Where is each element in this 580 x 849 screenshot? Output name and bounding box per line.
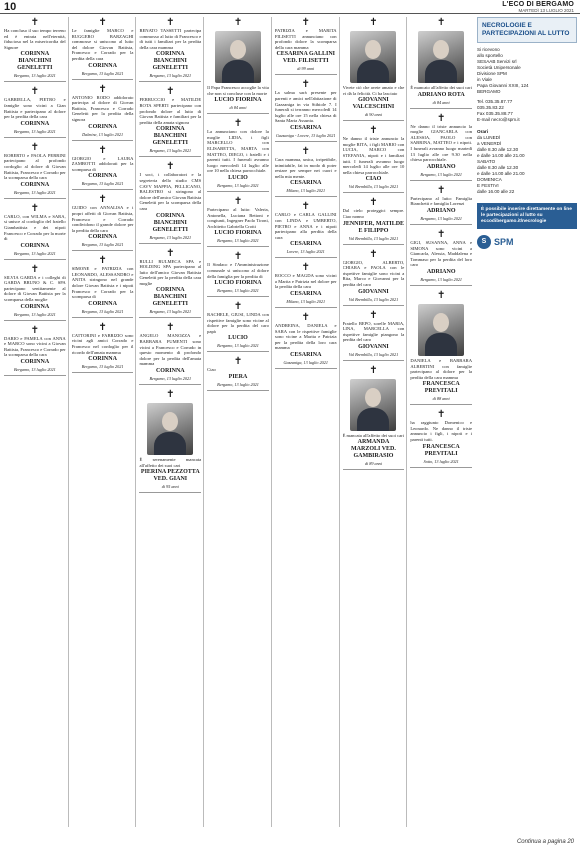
info-line: e dalle 14.00 alle 21.00: [477, 171, 525, 176]
notice-signature: Bergamo, 13 luglio 2021: [14, 128, 56, 134]
deceased-name: CESARINA: [290, 241, 322, 248]
cross-icon: ✝: [436, 289, 446, 301]
online-notice[interactable]: È possibile inserire direttamente on line le partecipazioni al lutto su eccodibergamo.it/necrologie: [477, 203, 577, 229]
deceased-name: CORINNA: [20, 303, 50, 310]
obituary-notice: [72, 322, 134, 373]
column-5: [275, 17, 340, 827]
spm-logo-text: SPM: [494, 237, 514, 247]
deceased-name: CORINNA: [88, 234, 117, 241]
notice-signature: Bergamo, 13 luglio 2021: [149, 376, 192, 382]
notice-text: Dal cielo proteggici sempre. Ciao nonno: [342, 208, 405, 219]
cross-icon: ✝: [233, 17, 243, 28]
notice-signature: Gazzaniga, 13 luglio 2021: [283, 360, 328, 366]
notice-text: ANTONIO RODO addolorato partecipa al dolore di Giovan Battista, Francesco e Corrado Geneletti per la perdita della signora: [71, 94, 134, 122]
cross-icon: ✝: [98, 321, 107, 333]
cross-icon: ✝: [436, 228, 446, 240]
obituary-notice: [275, 79, 337, 142]
cross-icon: ✝: [233, 251, 243, 263]
obituary-notice: [4, 325, 66, 376]
newspaper-name: L'ECO DI BERGAMO: [502, 1, 574, 8]
notice-signature: Bergamo, 13 luglio 2021: [81, 70, 124, 76]
notice-signature: Bergamo, 13 luglio 2021: [217, 382, 259, 388]
deceased-name: CORINNA BIANCHINI GENELETTI: [17, 51, 53, 72]
deceased-name: LUCIO FIORINA: [214, 97, 262, 104]
cross-icon: ✝: [98, 144, 107, 156]
notice-text: È mancata all'affetto dei suoi cari: [342, 432, 404, 438]
notice-text: GIORGIO, ALBERTO, CHIARA e PAOLA con le rispettive famiglie sono vicini a Rita, Marco e Giovanni per la perdita del caro: [342, 259, 405, 287]
notice-text: CATTORINI e FABRIZIO sono vicini agli amici Corrado e Francesco nel cordoglio per il ricordo dell'amata mamma: [71, 332, 134, 355]
deceased-name: CORINNA BIANCHINI GENELETTI: [152, 126, 188, 147]
page-header: [0, 0, 580, 14]
obituary-notice: [4, 264, 66, 321]
cross-icon: ✝: [301, 79, 310, 91]
cross-icon: ✝: [166, 389, 175, 401]
info-line: in Viale: [477, 77, 492, 82]
obituary-notice: [139, 161, 201, 243]
notice-signature: Bergamo, 13 luglio 2021: [420, 276, 463, 282]
cross-icon: ✝: [301, 145, 310, 157]
obituary-notice: [207, 356, 269, 391]
obituary-notice: [410, 229, 472, 286]
deceased-name: ADRIANO: [426, 163, 456, 170]
deceased-name: CORINNA BIANCHINI GENELETTI: [152, 51, 188, 72]
obituary-notice: [275, 17, 337, 75]
obituary-notice: [410, 17, 472, 109]
obituary-notice: [275, 146, 337, 197]
cross-icon: ✝: [30, 141, 40, 153]
cross-icon: ✝: [301, 312, 310, 324]
cross-icon: ✝: [30, 202, 40, 214]
deceased-name: CORINNA: [20, 181, 50, 188]
notice-text: DARIO e PAMELA con ANNA e MARCO sono vicini a Giovan Battista, Francesco e Corrado per la scomparsa della cara: [4, 335, 66, 358]
info-line: DOMENICA: [477, 177, 502, 182]
notice-signature: Bergamo, 13 luglio 2021: [420, 171, 463, 177]
column-6: [343, 17, 408, 827]
column-3: [139, 17, 204, 827]
cross-icon: ✝: [369, 309, 378, 321]
cross-icon: ✝: [301, 17, 310, 28]
deceased-name: CESARINA: [290, 180, 322, 187]
notice-text: ANDREINA, DANIELA e SARA con le rispettive famiglie sono vicine a Marita e Patrizia per la perdita della loro cara mamma: [274, 323, 337, 351]
obituary-notice: [4, 86, 66, 137]
deceased-name: CORINNA: [88, 300, 117, 307]
cross-icon: ✝: [233, 301, 243, 313]
portrait-photo: [350, 31, 396, 83]
obituary-notice: [72, 194, 134, 251]
notice-text: ha raggiunto Domenico e Leonardo. Ne danno il triste annuncio i figli, i nipoti e i parenti tutti.: [410, 420, 473, 443]
deceased-name: JENNIFER, MATILDE E FILIPPO: [342, 220, 405, 234]
notice-signature: Milano, 13 luglio 2021: [286, 299, 326, 305]
obituary-notice: [207, 251, 269, 297]
cross-icon: ✝: [369, 125, 378, 137]
notice-signature: Bergamo, 13 luglio 2021: [81, 242, 124, 248]
obituary-notice: [343, 125, 405, 193]
deceased-name: LUCIO FIORINA: [214, 280, 262, 287]
notice-signature: Val Brembilla, 13 luglio 2021: [348, 351, 399, 357]
cross-icon: ✝: [98, 194, 107, 206]
obituary-notice: [275, 262, 337, 308]
submission-info: [477, 47, 577, 95]
notice-text: È serenamente mancata all'affetto dei suoi cari: [139, 457, 202, 468]
info-line: Società Unipersonale: [477, 65, 521, 70]
obituary-notice: [207, 301, 269, 352]
info-line: E-mail necro@spm.it: [477, 117, 520, 122]
deceased-name: ADRIANO: [426, 268, 456, 275]
column-2: [72, 17, 137, 827]
cross-icon: ✝: [436, 184, 446, 196]
notice-signature: di 84 anni: [229, 105, 247, 111]
notice-text: Le famiglie MARCO e RUGGERO BARZAGHI commosse si uniscono al lutto del dolore Giovan Battista, Francesco e Corrado per la perdita della cara: [71, 28, 134, 61]
obituary-notice: [207, 17, 269, 114]
obituary-notice: [275, 312, 337, 369]
section-box: [477, 17, 577, 43]
notice-text: RACHELE, GIUSI, LINDA con rispettive famiglie sono vicine al dolore per la perdita del caro papà: [207, 312, 269, 334]
deceased-name: LUCIO: [228, 335, 248, 342]
notice-signature: Val Brembilla, 13 luglio 2021: [348, 296, 399, 302]
obituary-notice: [410, 113, 472, 181]
info-line: a VENERDÌ: [477, 141, 502, 146]
deceased-name: ADRIANO: [426, 207, 456, 214]
notice-text: GIGI, SUSANNA, ANNA e SIMONA sono vicini a Giancarla, Alessia, Maddalena e Tommaso per la perdita del loro caro: [410, 239, 473, 268]
notice-signature: Bergamo, 13 luglio 2021: [81, 181, 124, 187]
obituary-notice: [72, 255, 134, 318]
hours-list: [477, 135, 577, 195]
notice-text: RULLI RULMECA SPA e HOLDING SPA partecipano al lutto dell'amico Giovan Battista Geneletti per la perdita della cara moglie: [139, 258, 202, 286]
notice-text: La salma sarà presente per parenti e amici nell'abitazione di Gazzaniga in via Stibiole 7. I funerali si terranno mercoledì 14 luglio alle ore 15 nella chiesa di Santa Maria Assunta.: [274, 90, 337, 124]
deceased-name: GIOVANNI VALCESCHINI: [352, 97, 395, 111]
info-line: Si ricevono: [477, 47, 500, 52]
notice-signature: Bergamo, 13 luglio 2021: [217, 288, 259, 294]
notice-signature: Bergamo, 13 luglio 2021: [217, 238, 259, 244]
cross-icon: ✝: [30, 86, 40, 98]
obituary-notice: [343, 249, 405, 306]
notice-signature: Milano, 13 luglio 2021: [286, 188, 326, 194]
deceased-name: CORINNA BIANCHINI GENELETTI: [152, 212, 188, 233]
notice-signature: Bergamo, 13 luglio 2021: [420, 215, 463, 221]
info-line: allo sportello: [477, 53, 503, 58]
cross-icon: ✝: [166, 161, 175, 173]
cross-icon: ✝: [301, 262, 310, 274]
notice-text: CARLO, con WILMA e SARA, si unisce al cordoglio del fratello Giambattista e dei nipoti Francesco e Corrado per la morte di: [4, 213, 66, 242]
obituary-notice: [139, 322, 201, 385]
contacts: [477, 99, 577, 123]
notice-signature: Bergamo, 13 luglio 2021: [14, 367, 56, 373]
notice-signature: di 89 anni: [364, 461, 382, 467]
notice-signature: di 95 anni: [161, 484, 179, 490]
notice-text: I soci, i collaboratori e la segreteria dello studio CMS CAVV MAPPIA, PELLICANO, BALESTRO si stringono al dolore dell'amico Giovan Battista Geneletti per la scomparsa della cara: [139, 172, 202, 211]
cross-icon: ✝: [166, 322, 175, 334]
notice-signature: Bergamo, 13 luglio 2021: [149, 148, 192, 154]
spm-logo: [477, 235, 577, 249]
notice-text: CARLO e CARLA GALLINI con LINDA e UMBERTO, PIETRO e ANNA e i nipoti partecipano alla perdita della cara: [274, 212, 337, 240]
notice-text: SIMONE e PATRIZIA con LEONARDO, ALESSANDRO e ANITA stringono nel grande dolore Giovan Battista e i nipoti Francesco e Corrado per la scomparsa di: [71, 266, 134, 300]
deceased-name: CORINNA: [88, 356, 117, 363]
obituary-notice: [72, 84, 134, 141]
cross-icon: ✝: [166, 247, 175, 259]
notice-text: Fratello BEPO, sorelle MARIA, LINA, MARCELLA con rispettive famiglie piangono la perdita del caro: [342, 320, 405, 343]
notice-text: ANGELO MANOZZA e BARBARA FUMENTI sono vicini a Francesco e Corrado in questo momento di profondo dolore per la perdita dell'amata mamma: [139, 333, 202, 367]
notice-signature: Sotto, 13 luglio 2021: [423, 458, 459, 464]
deceased-name: CORINNA: [88, 173, 117, 180]
deceased-name: CORINNA: [20, 242, 50, 249]
notice-signature: Gazzaniga - Lovere, 13 luglio 2021: [276, 132, 336, 138]
obituary-notice: [343, 365, 405, 471]
info-line: BERGAMO: [477, 89, 501, 94]
page-number: 10: [4, 1, 17, 13]
notice-text: GUIDO con ANNALISA e i propri affetti di Giovan Battista, Francesco e Corrado condividono il grande dolore per la perdita della cara: [71, 205, 134, 233]
cross-icon: ✝: [436, 112, 446, 124]
notice-text: SILVIA GARDA e i colleghi di GARDA BRUNO & C. SPA partecipano sentitamente al dolore di Giovan Battista per la scomparsa della moglie: [4, 274, 66, 303]
info-line: Papa Giovanni XXIII, 124: [477, 83, 529, 88]
notice-signature: Bergamo, 13 luglio 2021: [81, 364, 124, 370]
notice-text: FERRUCCIO e MATILDE ROTA SPERTI partecipano con profondo dolore al lutto di Giovan Battista e familiari per la perdita della amata signora: [139, 97, 202, 125]
cross-icon: ✝: [98, 83, 107, 95]
notice-signature: Val Brembilla, 13 luglio 2021: [348, 235, 399, 241]
sidebar: [477, 17, 577, 827]
column-7: [410, 17, 474, 827]
info-line: dalle 8.30 alle 12.30: [477, 165, 519, 170]
deceased-name: CORINNA: [20, 120, 50, 127]
obituary-notice: [410, 409, 472, 467]
notice-text: Cara mamma, unica, irripetibile, inimitabile, fai in modo di poter restare per sempre nei cuori e nella mia mente.: [274, 156, 337, 179]
notice-text: Partecipano al lutto: Valeria, Antonella, Luciana Bettoni e congiunti, Ingegner Paolo Tironi, Architetto Gabriella Crotti: [207, 206, 269, 229]
info-line: SESAAB Servizi srl: [477, 59, 517, 64]
cross-icon: ✝: [30, 263, 40, 275]
obituary-notice: [275, 201, 337, 258]
cross-icon: ✝: [369, 364, 378, 376]
hours-title: Orari: [477, 129, 488, 134]
deceased-name: CESARINA GALLINI VED. FILISETTI: [276, 51, 335, 65]
info-line: 035.35.83.22: [477, 105, 504, 110]
cross-icon: ✝: [436, 17, 446, 28]
obituary-notice: [139, 389, 201, 493]
info-line: Tel. 035.35.87.77: [477, 99, 513, 104]
notice-text: Vivete ciò che avete amato e che vi dà la felicità. Ci ha lasciato: [342, 85, 405, 96]
obituary-notice: [207, 196, 269, 247]
notice-text: Ne danno il triste annuncio la moglie GIANCARLA con ALESSIA, PAOLO con SABRINA, MATTEO e i nipoti. I funerali avranno luogo martedì 13 luglio alle ore 9.30 nella chiesa parrocchiale.: [410, 123, 473, 163]
notice-text: ROBERTO e PAOLA PERRINI partecipano al profondo cordoglio al dolore di Giovan Battista, Francesco e Corrado per la scomparsa della cara: [4, 152, 66, 181]
deceased-name: PIERA: [228, 374, 248, 381]
cross-icon: ✝: [233, 356, 243, 368]
obituary-notice: [410, 290, 472, 405]
notice-text: ROCCO e MAGDA sono vicini a Marita e Patrizia nel dolore per la perdita della cara: [274, 273, 337, 290]
notice-signature: Bergamo, 13 luglio 2021: [14, 189, 56, 195]
info-line: E FESTIVI: [477, 183, 499, 188]
obituary-notice: [72, 17, 134, 80]
info-line: e dalle 14.00 alle 21.00: [477, 153, 525, 158]
cross-icon: ✝: [301, 201, 310, 213]
obituary-notice: [343, 197, 405, 244]
obituary-notice: [4, 203, 66, 260]
notice-signature: di 90 anni: [364, 112, 382, 118]
notice-signature: Bergamo, 13 luglio 2021: [14, 311, 56, 317]
obituary-notice: [207, 118, 269, 192]
deceased-name: CORINNA: [88, 62, 117, 69]
notice-text: Ha concluso il suo tempo terreno ed è entrata nell'eternità, fiduciosa nel la misericordia del Signore: [4, 28, 66, 50]
column-1: [4, 17, 69, 827]
deceased-name: FRANCESCA PREVITALI: [422, 381, 460, 395]
cross-icon: ✝: [166, 86, 175, 98]
portrait-photo: [418, 304, 464, 356]
notice-text: GIORGIO e LAURA ZAMBOTTI addolorati per la scomparsa di: [71, 155, 134, 172]
notice-text: Il Sindaco e l'Amministrazione comunale si uniscono al dolore della famiglia per la perdita di: [207, 262, 269, 279]
deceased-name: CORINNA: [155, 368, 185, 375]
notice-signature: Bergamo, 13 luglio 2021: [81, 308, 124, 314]
cross-icon: ✝: [30, 17, 40, 28]
cross-icon: ✝: [369, 17, 378, 28]
cross-icon: ✝: [166, 17, 175, 28]
deceased-name: CESARINA: [290, 291, 322, 298]
info-line: SABATO: [477, 159, 496, 164]
deceased-name: ARMANDA MARZOLI VED. GAMBIRASIO: [351, 439, 396, 460]
cross-icon: ✝: [436, 409, 446, 421]
info-line: dalle 16.00 alle 22: [477, 189, 515, 194]
notice-text: GABRIELLA, PIETRO e famiglie sono vicini a Gian Battista e partecipano al dolore per la perdita della cara: [4, 97, 66, 120]
obituary-notice: [72, 145, 134, 191]
notice-signature: Lovere, 13 luglio 2021: [286, 249, 325, 255]
notice-text: RENATO TASSETTI partecipa commosso al lutto di Francesco e di tutti i familiari per la perdita della cara mamma: [139, 28, 202, 50]
notice-signature: Bergamo, 13 luglio 2021: [14, 250, 56, 256]
deceased-name: ADRIANO ROTA: [417, 91, 465, 98]
notice-signature: Bergamo, 13 luglio 2021: [149, 234, 192, 240]
deceased-name: PIERINA PEZZOTTA VED. GIANI: [140, 469, 200, 483]
deceased-name: CORINNA BIANCHINI GENELETTI: [152, 287, 188, 308]
obituary-notice: [139, 248, 201, 319]
notice-signature: di 84 anni: [432, 99, 450, 105]
deceased-name: GIOVANNI: [358, 288, 389, 295]
notice-signature: Bergamo, 13 luglio 2021: [149, 73, 192, 79]
obituary-notice: [4, 142, 66, 199]
obituary-notice: [343, 17, 405, 121]
notice-signature: di 99 anni: [297, 66, 315, 72]
notice-text: È mancato all'affetto dei suoi cari: [410, 85, 472, 90]
column-4: [207, 17, 272, 827]
obituary-notice: [410, 185, 472, 225]
deceased-name: LUCIO: [228, 174, 248, 181]
continued-note: Continua a pagina 20: [516, 839, 574, 845]
cross-icon: ✝: [369, 248, 378, 260]
notice-text: Il Papa Francesco accoglie la vita che non si concluse con la morte: [207, 85, 269, 96]
masthead: [502, 1, 574, 13]
section-title: NECROLOGIE E PARTECIPAZIONI AL LUTTO: [482, 22, 570, 37]
deceased-name: CIAO: [365, 176, 382, 183]
notice-text: PATRIZIA e MARITA FILISETTI annunciano con profondo dolore la scomparsa della cara mamma: [274, 28, 337, 50]
obituary-notice: [4, 17, 66, 82]
cross-icon: ✝: [98, 255, 107, 267]
notice-text: Partecipano al lutto: Famiglia Bianchetti e famiglia Lorenzi: [410, 195, 473, 207]
info-line: Divisione SPM: [477, 71, 507, 76]
info-line: Fax 035.35.88.77: [477, 111, 513, 116]
deceased-name: CESARINA: [290, 352, 322, 359]
notice-signature: Bergamo, 13 luglio 2021: [149, 309, 192, 315]
portrait-photo: [215, 31, 261, 83]
issue-date: MARTEDÌ 13 LUGLIO 2021: [518, 8, 574, 13]
spm-logo-icon: S: [477, 235, 491, 249]
notice-signature: Val Brembilla, 13 luglio 2021: [348, 184, 399, 190]
notice-text: Ciao: [207, 367, 216, 373]
notice-text: Ne danno il triste annuncio la moglie RITA, i figli MARIO con LUCIA, MARCO con STEFANIA, nipoti e i familiari tutti. I funerali avranno luogo mercoledì 14 luglio alle ore 10 nella chiesa parrocchiale.: [342, 136, 405, 175]
cross-icon: ✝: [233, 118, 243, 130]
obituary-notice: [139, 86, 201, 157]
portrait-photo: [147, 403, 193, 455]
deceased-name: FRANCESCA PREVITALI: [422, 443, 460, 457]
info-line: da LUNEDÌ: [477, 135, 501, 140]
portrait-photo: [350, 379, 396, 431]
obituary-notice: [139, 17, 201, 82]
cross-icon: ✝: [233, 195, 243, 207]
portrait-photo: [418, 31, 464, 83]
notice-signature: Bergamo, 13 luglio 2021: [217, 182, 259, 188]
notice-signature: Dalmine, 13 luglio 2021: [82, 131, 124, 137]
obituary-notice: [343, 310, 405, 361]
cross-icon: ✝: [98, 17, 107, 28]
deceased-name: GIOVANNI: [358, 343, 389, 350]
info-line: dalle 8.30 alle 12.30: [477, 147, 519, 152]
notice-text: DANIELA e BARBARA ALBERTINI con famiglie partecipano al dolore per la perdita della cara mamma: [410, 357, 473, 380]
deceased-name: LUCIO FIORINA: [214, 230, 262, 237]
notice-signature: Bergamo, 13 luglio 2021: [14, 73, 56, 79]
notice-signature: Bergamo, 13 luglio 2021: [217, 343, 259, 349]
deceased-name: CORINNA: [88, 123, 117, 130]
deceased-name: CESARINA: [290, 124, 322, 131]
notice-text: La annunciano con dolore la moglie LIDIA, i figli MARCELLO con ELISABETTA, MARTA con MATTEO, DIEGO, i fratelli e i parenti tutti. I funerali avranno luogo mercoledì 14 luglio alle ore 10 nella chiesa parrocchiale.: [207, 129, 269, 174]
cross-icon: ✝: [369, 197, 378, 209]
hours-block: [477, 129, 577, 195]
notice-signature: di 88 anni: [432, 396, 450, 402]
obituary-columns: [4, 17, 474, 827]
cross-icon: ✝: [30, 324, 40, 336]
deceased-name: CORINNA: [20, 359, 50, 366]
